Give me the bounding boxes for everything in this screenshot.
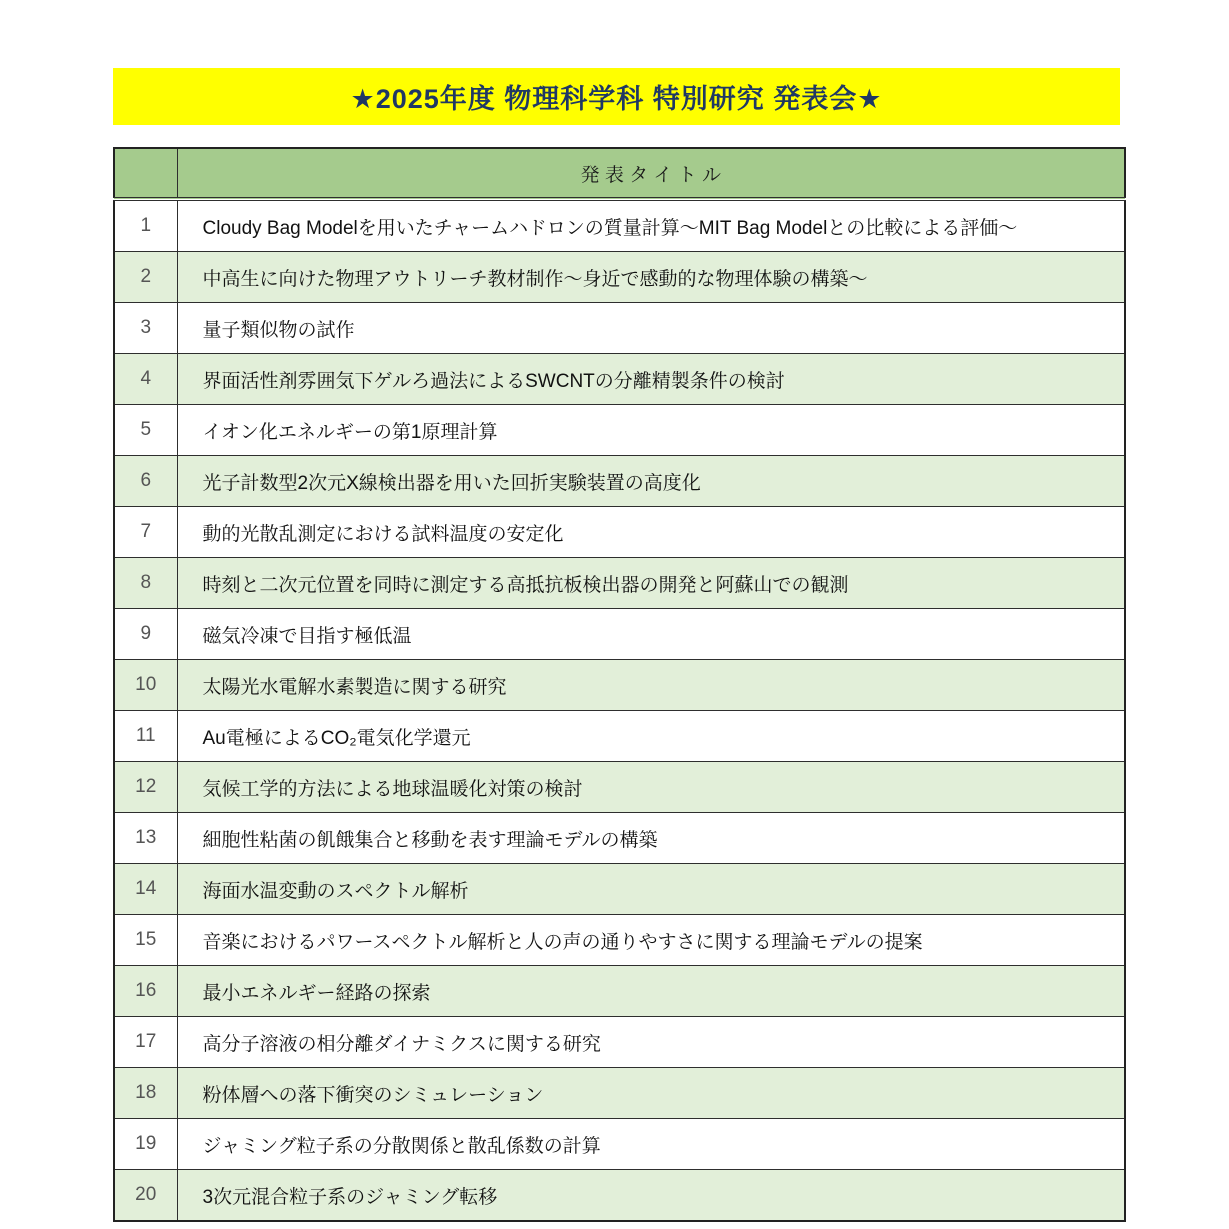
- table-row: [114, 1170, 1125, 1222]
- table-row: [114, 507, 1125, 558]
- row-number-cell: 6: [114, 456, 177, 507]
- row-number-cell: 2: [114, 252, 177, 303]
- row-title-cell: ジャミング粒子系の分散関係と散乱係数の計算: [177, 1119, 1125, 1170]
- row-number-cell: 16: [114, 966, 177, 1017]
- row-title-cell: 磁気冷凍で目指す極低温: [177, 609, 1125, 660]
- row-number-cell: 8: [114, 558, 177, 609]
- table-row: [114, 609, 1125, 660]
- table-body: [114, 199, 1125, 1221]
- row-number-cell: 19: [114, 1119, 177, 1170]
- presentation-table: [113, 147, 1126, 1222]
- table-row: [114, 405, 1125, 456]
- table-row: [114, 966, 1125, 1017]
- event-title: ★2025年度 物理科学科 特別研究 発表会★: [350, 84, 883, 114]
- row-number-cell: 14: [114, 864, 177, 915]
- table-row: [114, 354, 1125, 405]
- table-row: [114, 1068, 1125, 1119]
- row-number-cell: 17: [114, 1017, 177, 1068]
- table-header-row: [114, 148, 1125, 199]
- row-number-cell: 20: [114, 1170, 177, 1222]
- row-number-cell: 11: [114, 711, 177, 762]
- row-title-cell: 最小エネルギー経路の探索: [177, 966, 1125, 1017]
- row-number-cell: 18: [114, 1068, 177, 1119]
- table-row: [114, 813, 1125, 864]
- row-title-cell: イオン化エネルギーの第1原理計算: [177, 405, 1125, 456]
- row-number-cell: 5: [114, 405, 177, 456]
- table-row: [114, 1017, 1125, 1068]
- table-row: [114, 199, 1125, 252]
- row-title-cell: 量子類似物の試作: [177, 303, 1125, 354]
- table-row: [114, 456, 1125, 507]
- table-row: [114, 1119, 1125, 1170]
- row-number-cell: 4: [114, 354, 177, 405]
- table-row: [114, 252, 1125, 303]
- table-row: [114, 711, 1125, 762]
- row-number-cell: 7: [114, 507, 177, 558]
- row-number-cell: 15: [114, 915, 177, 966]
- row-title-cell: 太陽光水電解水素製造に関する研究: [177, 660, 1125, 711]
- row-title-cell: 音楽におけるパワースペクトル解析と人の声の通りやすさに関する理論モデルの提案: [177, 915, 1125, 966]
- row-number-cell: 13: [114, 813, 177, 864]
- event-title-banner: [113, 68, 1120, 125]
- row-title-cell: 動的光散乱測定における試料温度の安定化: [177, 507, 1125, 558]
- table-row: [114, 915, 1125, 966]
- row-number-cell: 3: [114, 303, 177, 354]
- row-title-cell: Cloudy Bag Modelを用いたチャームハドロンの質量計算～MIT Bag Modelとの比較による評価～: [177, 199, 1125, 252]
- number-column-header: [114, 148, 177, 199]
- row-number-cell: 1: [114, 199, 177, 252]
- table-row: [114, 762, 1125, 813]
- row-number-cell: 9: [114, 609, 177, 660]
- table-row: [114, 864, 1125, 915]
- table-row: [114, 558, 1125, 609]
- row-title-cell: 細胞性粘菌の飢餓集合と移動を表す理論モデルの構築: [177, 813, 1125, 864]
- row-title-cell: Au電極によるCO₂電気化学還元: [177, 711, 1125, 762]
- table-row: [114, 303, 1125, 354]
- title-column-header: 発 表 タ イ ト ル: [177, 148, 1125, 199]
- row-title-cell: 高分子溶液の相分離ダイナミクスに関する研究: [177, 1017, 1125, 1068]
- table-row: [114, 660, 1125, 711]
- row-title-cell: 中高生に向けた物理アウトリーチ教材制作～身近で感動的な物理体験の構築～: [177, 252, 1125, 303]
- row-title-cell: 気候工学的方法による地球温暖化対策の検討: [177, 762, 1125, 813]
- row-title-cell: 時刻と二次元位置を同時に測定する高抵抗板検出器の開発と阿蘇山での観測: [177, 558, 1125, 609]
- row-number-cell: 12: [114, 762, 177, 813]
- row-title-cell: 粉体層への落下衝突のシミュレーション: [177, 1068, 1125, 1119]
- row-title-cell: 光子計数型2次元X線検出器を用いた回折実験装置の高度化: [177, 456, 1125, 507]
- row-title-cell: 海面水温変動のスペクトル解析: [177, 864, 1125, 915]
- row-number-cell: 10: [114, 660, 177, 711]
- row-title-cell: 界面活性剤雰囲気下ゲルろ過法によるSWCNTの分離精製条件の検討: [177, 354, 1125, 405]
- row-title-cell: 3次元混合粒子系のジャミング転移: [177, 1170, 1125, 1222]
